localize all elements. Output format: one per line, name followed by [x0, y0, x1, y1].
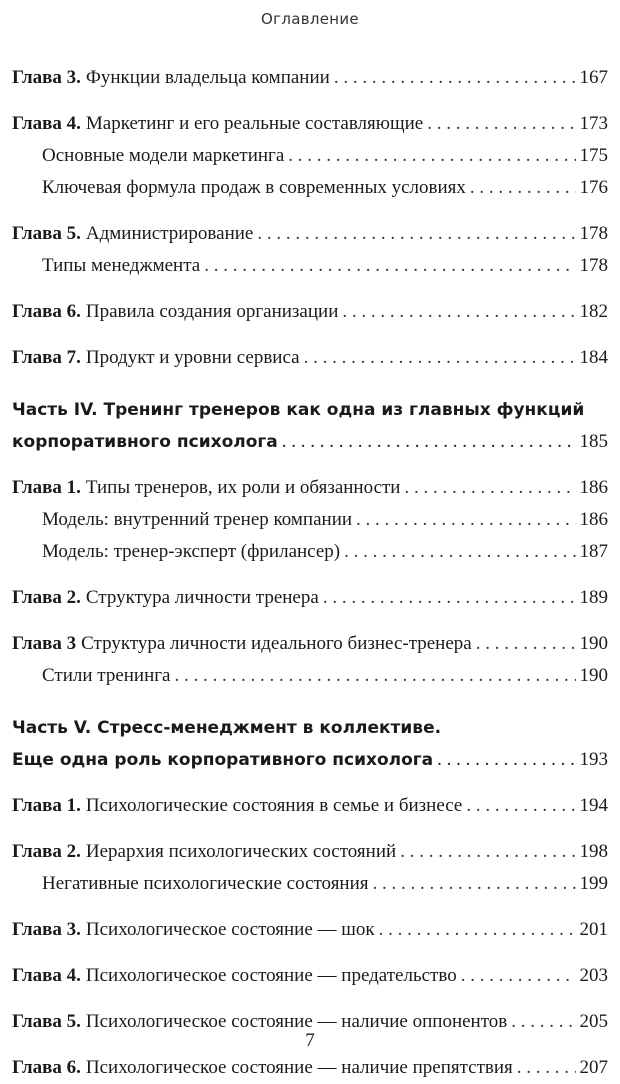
entry-title: Типы тренеров, их роли и обязанности: [85, 477, 401, 498]
toc-entry-chapter-2[interactable]: [12, 836, 608, 868]
entry-title: Психологическое состояние — наличие оппонентов: [85, 1011, 508, 1032]
toc-entry-chapter-4[interactable]: [12, 108, 608, 140]
toc-entry-section[interactable]: [12, 868, 608, 900]
page-number: 187: [579, 541, 608, 562]
page-number: 186: [579, 477, 608, 498]
toc-entry-part-4[interactable]: [12, 426, 608, 458]
chapter-label: Глава 1.: [12, 795, 81, 816]
part-title: корпоративного психолога: [12, 432, 278, 452]
chapter-label: Глава 3.: [12, 919, 81, 940]
leader-dots: [175, 660, 576, 692]
toc-entry-chapter-1[interactable]: [12, 790, 608, 822]
entry-title: Психологическое состояние — предательство: [85, 965, 457, 986]
entry-title: Модель: внутренний тренер компании: [42, 509, 353, 530]
entry-title: Основные модели маркетинга: [42, 145, 285, 166]
entry-title: Психологическое состояние — шок: [85, 919, 375, 940]
chapter-label: Глава 2.: [12, 587, 81, 608]
leader-dots: [379, 914, 576, 946]
chapter-label: Глава 4.: [12, 965, 81, 986]
chapter-label: Глава 2.: [12, 841, 81, 862]
toc-entry-section[interactable]: [12, 536, 608, 568]
leader-dots: [373, 868, 576, 900]
page-folio: 7: [305, 1030, 315, 1051]
page-number: 184: [579, 347, 608, 368]
leader-dots: [470, 172, 576, 204]
leader-dots: [476, 628, 576, 660]
leader-dots: [323, 582, 576, 614]
toc-entry-chapter-1[interactable]: [12, 472, 608, 504]
entry-title: Стили тренинга: [42, 665, 171, 686]
toc-entry-chapter-5[interactable]: [12, 218, 608, 250]
page-number: 190: [579, 633, 608, 654]
leader-dots: [466, 790, 575, 822]
entry-title: Администрирование: [85, 223, 254, 244]
entry-title: Ключевая формула продаж в современных условиях: [42, 177, 466, 198]
leader-dots: [282, 426, 576, 458]
chapter-label: Глава 1.: [12, 477, 81, 498]
toc-entry-section[interactable]: [12, 172, 608, 204]
chapter-label: Глава 6.: [12, 301, 81, 322]
leader-dots: [356, 504, 575, 536]
toc-entry-chapter-7[interactable]: [12, 342, 608, 374]
leader-dots: [437, 744, 575, 776]
chapter-label: Глава 6.: [12, 1057, 81, 1078]
page-number: 167: [579, 67, 608, 88]
page-number: 205: [579, 1011, 608, 1032]
entry-title: Психологические состояния в семье и бизнесе: [85, 795, 463, 816]
leader-dots: [400, 836, 575, 868]
toc-entry-section[interactable]: [12, 250, 608, 282]
entry-title: Структура личности идеального бизнес-тренера: [81, 633, 472, 654]
part-title: Еще одна роль корпоративного психолога: [12, 750, 434, 770]
page-number: 201: [579, 919, 608, 940]
page-number: 198: [579, 841, 608, 862]
leader-dots: [288, 140, 575, 172]
entry-title: Негативные психологические состояния: [42, 873, 369, 894]
part-4-heading[interactable]: Часть IV. Тренинг тренеров как одна из главных функций: [12, 400, 585, 420]
leader-dots: [404, 472, 575, 504]
chapter-label: Глава 5.: [12, 1011, 81, 1032]
chapter-label: Глава 3.: [12, 67, 81, 88]
page-number: 189: [579, 587, 608, 608]
page-number: 199: [579, 873, 608, 894]
chapter-label: Глава 3: [12, 633, 77, 654]
entry-title: Функции владельца компании: [85, 67, 330, 88]
toc-entry-chapter-6[interactable]: [12, 1052, 608, 1084]
toc-entry-chapter-3b[interactable]: [12, 628, 608, 660]
part-5-heading[interactable]: Часть V. Стресс-менеджмент в коллективе.: [12, 718, 442, 738]
chapter-label: Глава 7.: [12, 347, 81, 368]
leader-dots: [461, 960, 576, 992]
page-number: 176: [579, 177, 608, 198]
page-number: 194: [579, 795, 608, 816]
page-number: 193: [579, 749, 608, 770]
toc-entry-chapter-4[interactable]: [12, 960, 608, 992]
page-number: 190: [579, 665, 608, 686]
page-number: 173: [579, 113, 608, 134]
entry-title: Психологическое состояние — наличие препятствия: [85, 1057, 513, 1078]
entry-title: Модель: тренер-эксперт (фрилансер): [42, 541, 341, 562]
entry-title: Маркетинг и его реальные составляющие: [85, 113, 424, 134]
toc-entry-section[interactable]: [12, 504, 608, 536]
chapter-label: Глава 4.: [12, 113, 81, 134]
leader-dots: [204, 250, 575, 282]
toc-entry-chapter-6[interactable]: [12, 296, 608, 328]
toc-entry-chapter-3[interactable]: [12, 914, 608, 946]
toc-entry-section[interactable]: [12, 140, 608, 172]
page-number: 175: [579, 145, 608, 166]
leader-dots: [427, 108, 575, 140]
toc-entry-chapter-2[interactable]: [12, 582, 608, 614]
page-number: 178: [579, 223, 608, 244]
page-number: 178: [579, 255, 608, 276]
page-number: 207: [579, 1057, 608, 1078]
toc-entry-chapter-3[interactable]: [12, 62, 608, 94]
leader-dots: [517, 1052, 576, 1084]
entry-title: Иерархия психологических состояний: [85, 841, 397, 862]
toc-entry-part-5[interactable]: [12, 744, 608, 776]
entry-title: Продукт и уровни сервиса: [85, 347, 300, 368]
leader-dots: [304, 342, 576, 374]
page-number: 186: [579, 509, 608, 530]
entry-title: Правила создания организации: [85, 301, 339, 322]
entry-title: Типы менеджмента: [42, 255, 201, 276]
page-number: 185: [579, 431, 608, 452]
page-number: 182: [579, 301, 608, 322]
table-of-contents: [12, 62, 608, 1084]
running-head: Оглавление: [261, 10, 359, 28]
leader-dots: [344, 536, 575, 568]
chapter-label: Глава 5.: [12, 223, 81, 244]
toc-entry-section[interactable]: [12, 660, 608, 692]
leader-dots: [334, 62, 576, 94]
leader-dots: [257, 218, 575, 250]
entry-title: Структура личности тренера: [85, 587, 319, 608]
leader-dots: [342, 296, 575, 328]
page-number: 203: [579, 965, 608, 986]
